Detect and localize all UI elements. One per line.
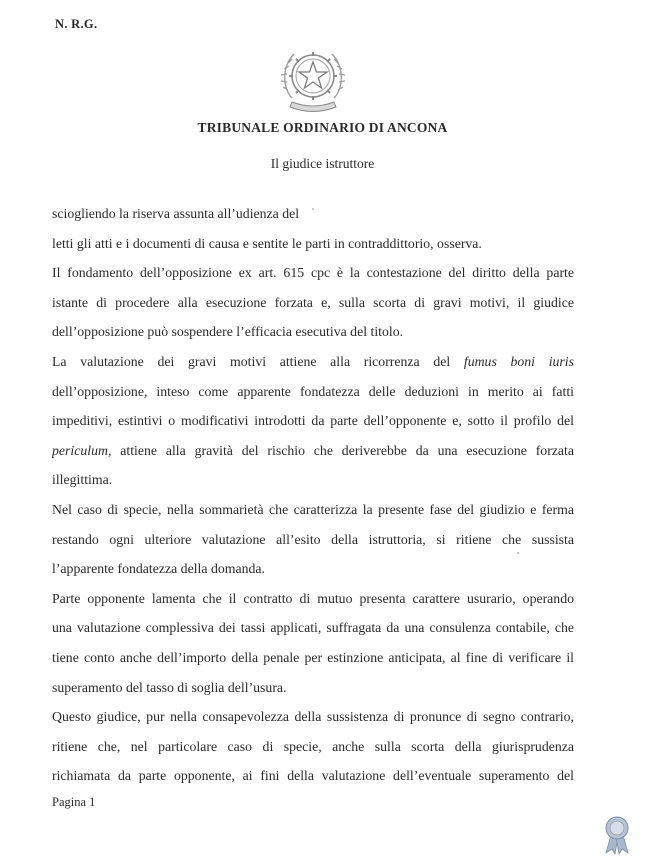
text-line: Questo giudice, pur nella consapevolezza della sussistenza di pronunce di segno contrario, [52,709,574,725]
text-line: letti gli atti e i documenti di causa e sentite le parti in contraddittorio, osserva. [52,235,482,251]
text-line: illegittima. [52,472,113,488]
italic-term: periculum [52,442,108,458]
text-line: superamento del tasso di soglia dell’usura. [52,679,287,695]
italic-term: fumus boni iuris [463,353,574,369]
text-line: dell’opposizione, inteso come apparente fondatezza delle deduzioni in merito ai fatti [52,383,574,399]
text-line: ritiene che, nel particolare caso di specie, anche sulla scorta della giurisprudenza [52,738,574,754]
text-segment: La valutazione dei gravi motivi attiene alla ricorrenza del [52,353,451,369]
text-line: dell’opposizione può sospendere l’efficacia esecutiva del titolo. [52,324,404,340]
text-line: restando ogni ulteriore valutazione all’esito della istruttoria, si ritiene che sussista [52,531,574,547]
text-line: tiene conto anche dell’importo della penale per estinzione anticipata, al fine di verificare il [52,649,574,665]
italian-republic-emblem-icon [278,40,348,114]
text-line: istante di procedere alla esecuzione forzata e, sulla scorta di gravi motivi, il giudice [52,294,574,310]
text-line: l’apparente fondatezza della domanda. [52,561,265,577]
case-number-label: N. R.G. [55,17,98,31]
text-line: richiamata da parte opponente, ai fini della valutazione dell’eventuale superamento del [52,768,574,784]
text-segment: , attiene alla gravità del rischio che deriverebbe da una esecuzione forzata [107,442,574,458]
scan-speck [517,552,519,554]
ruling-body [52,199,574,791]
text-line: Parte opponente lamenta che il contratto di mutuo presenta carattere usurario, operando [52,590,574,606]
court-name: TRIBUNALE ORDINARIO DI ANCONA [197,120,448,135]
text-line [52,347,574,377]
text-line: una valutazione complessiva dei tassi applicati, suffragata da una consulenza contabile, che [52,620,574,636]
text-line: sciogliendo la riserva assunta all’udienza del [52,206,300,221]
text-line: Nel caso di specie, nella sommarietà che caratterizza la presente fase del giudizio e ferma [52,501,574,517]
text-line [52,436,574,466]
scan-speck [312,208,314,210]
award-ribbon-icon [601,815,633,855]
judge-title: Il giudice istruttore [270,156,375,171]
text-line: Il fondamento dell’opposizione ex art. 615 cpc è la contestazione del diritto della parte [52,265,574,281]
page-number: Pagina 1 [52,795,96,809]
text-line: impeditivi, estintivi o modificativi introdotti da parte dell’opponente e, sotto il profilo del [52,413,574,429]
